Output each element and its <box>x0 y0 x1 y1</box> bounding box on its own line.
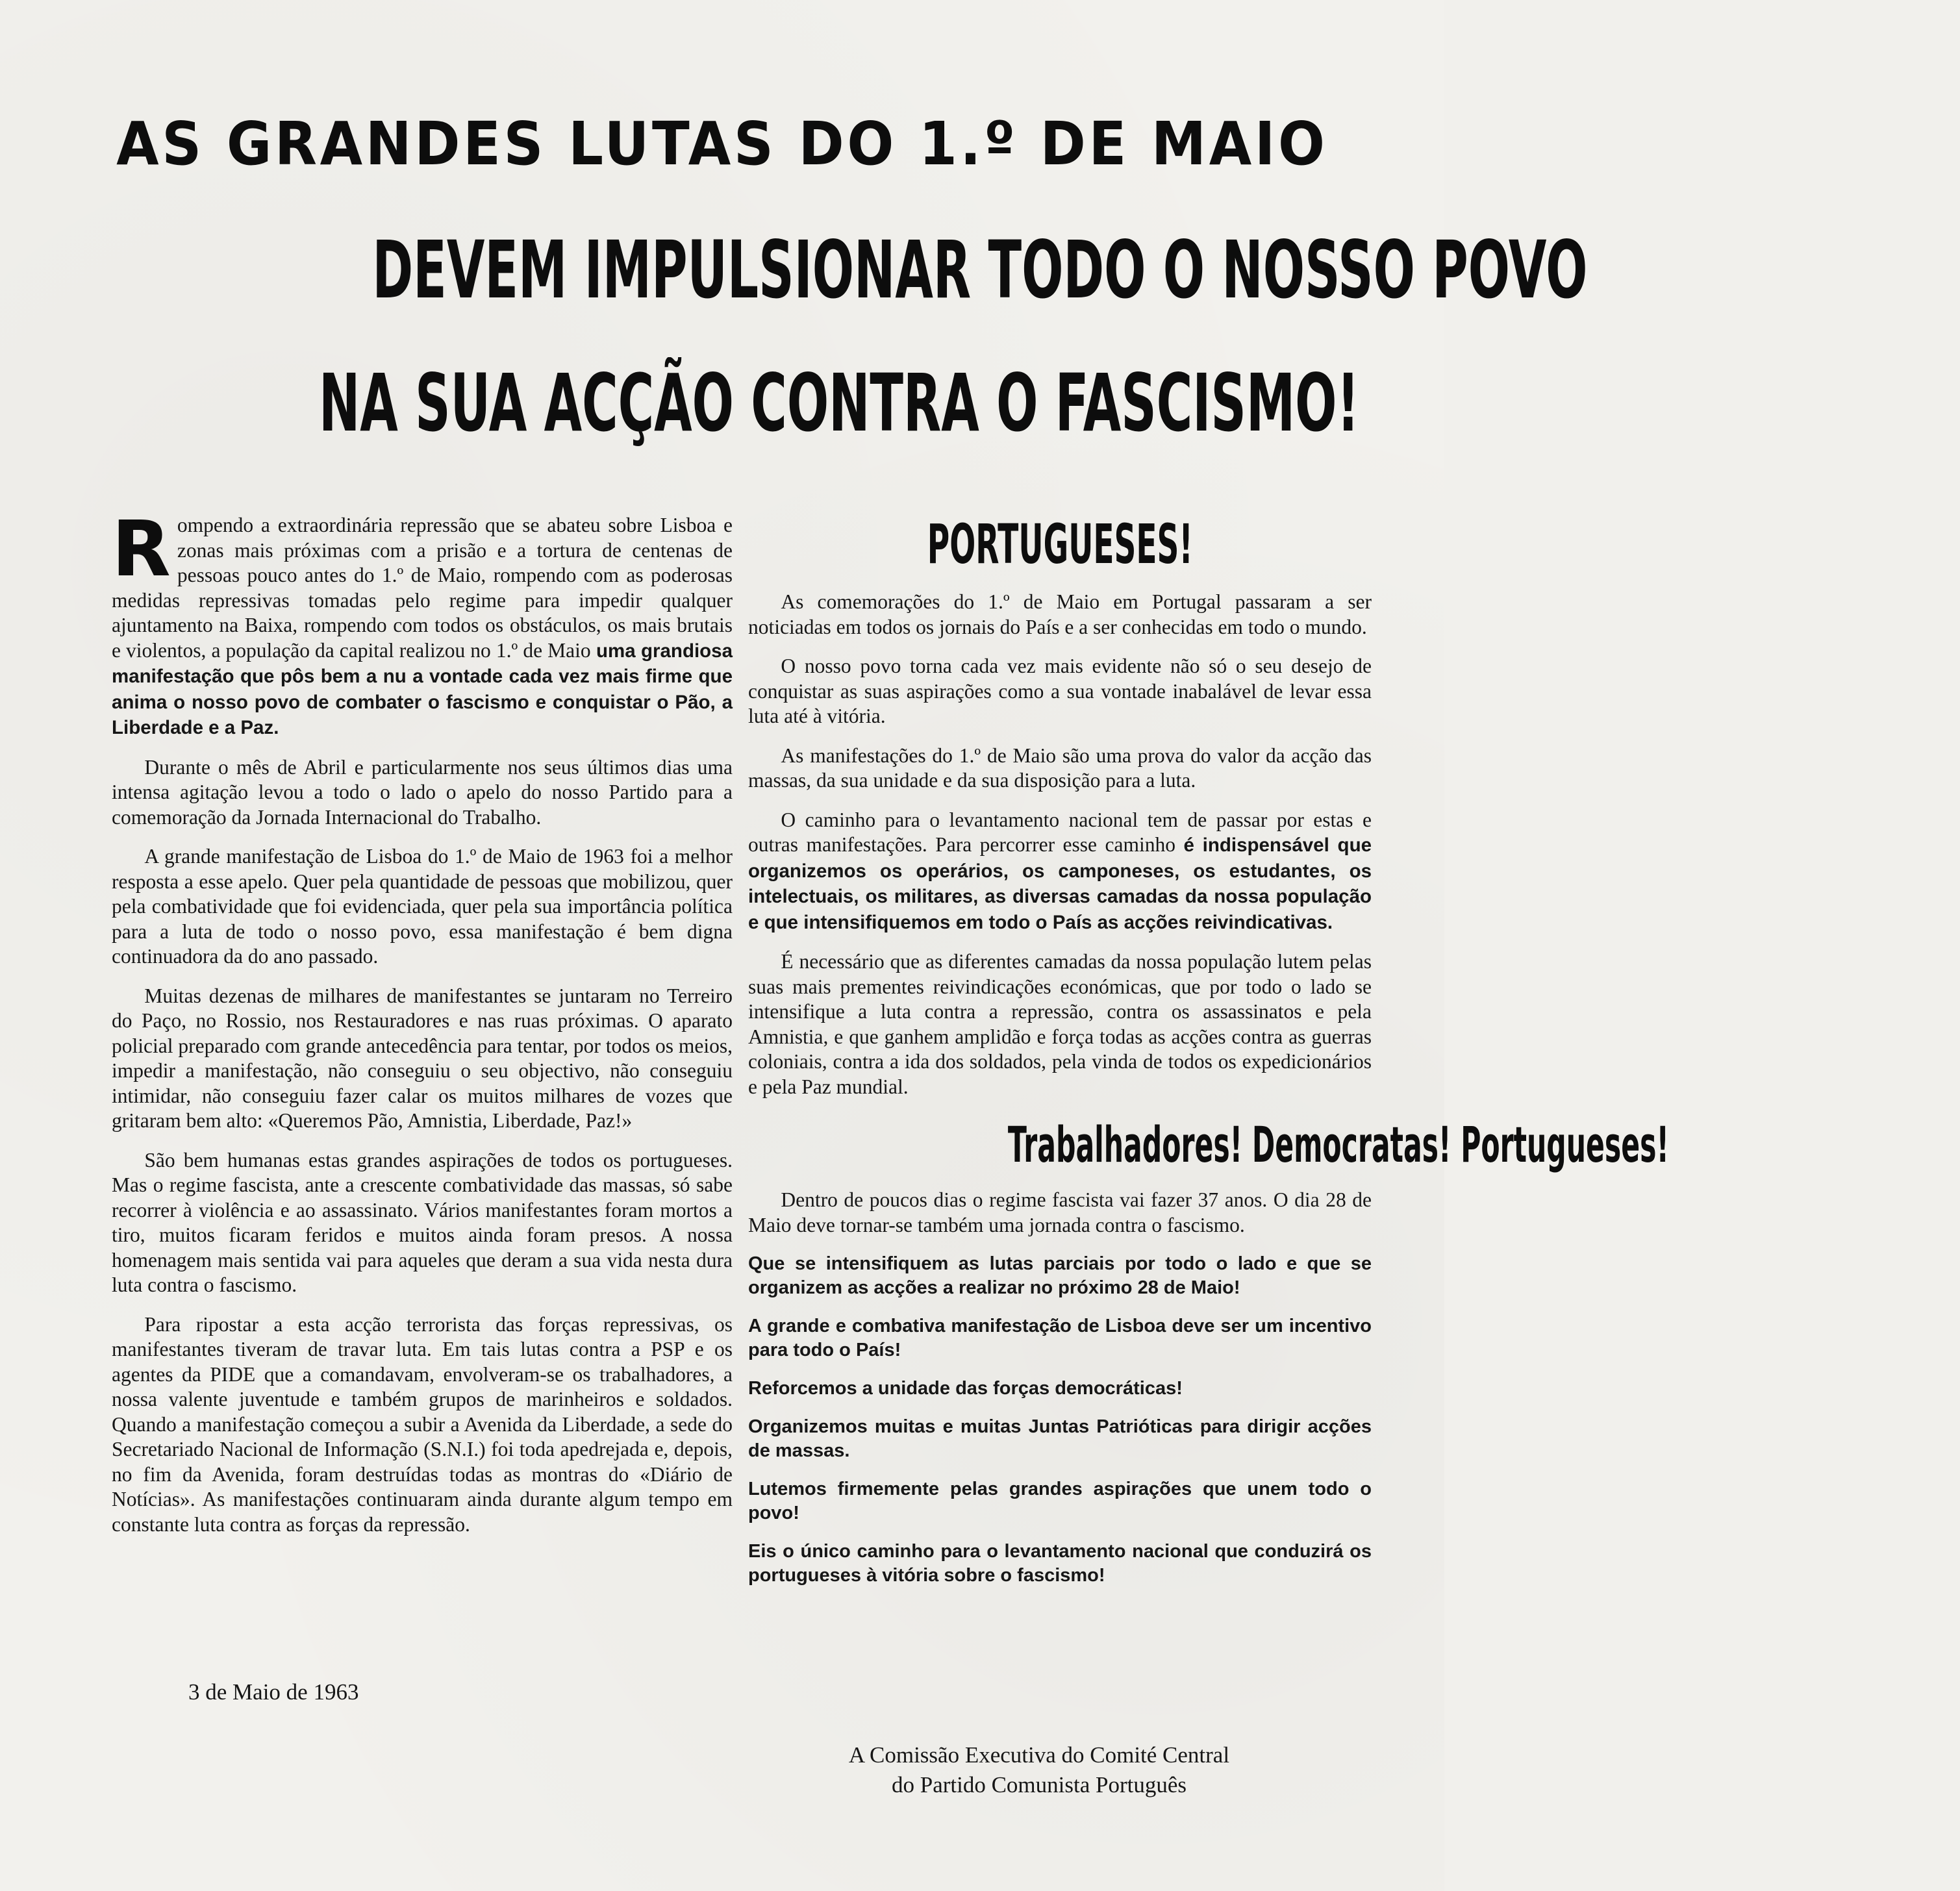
heading-portugueses <box>748 513 1372 575</box>
heading-trabalhadores <box>748 1114 1669 1176</box>
left-paragraph: A grande manifestação de Lisboa do 1.º de Maio de 1963 foi a melhor resposta a esse apelo. Quer pela quantidade de pessoas que mobilizou, quer pela combatividade que foi evidenciada, quer pela sua importância política para a luta de todo o nosso povo, essa manifestação é bem digna continuadora da do ano passado. <box>112 845 733 968</box>
signature-block <box>747 1740 1331 1800</box>
caminho-bold-text: é indispensável que organizemos os operários, os camponeses, os estudantes, os intelectuais, os militares, as diversas camadas da nossa população e que intensifiquemos em todo o País as acções reivindicativas. <box>748 834 1372 933</box>
left-paragraph: São bem humanas estas grandes aspirações de todos os portugueses. Mas o regime fascista, ante a crescente combatividade das massas, só sabe recorrer à violência e ao assassinato. Vários manifestantes foram mortos a tiro, muitos ficaram feridos e muitos ainda foram presos. A nossa homenagem mais sentida vai para aqueles que deram a sua vida nesta dura luta contra o fascismo. <box>112 1148 733 1296</box>
dropcap-letter: R <box>112 504 171 594</box>
heading-portugueses-text: PORTUGUESES! <box>927 512 1193 576</box>
right-paragraph-caminho <box>748 808 1372 936</box>
signature-line-2: do Partido Comunista Português <box>891 1772 1187 1797</box>
right-paragraph: As comemorações do 1.º de Maio em Portugal passaram a ser noticiadas em todos os jornais do País e a ser conhecidas em todo o mundo. <box>748 590 1372 638</box>
slogan: A grande e combativa manifestação de Lisboa deve ser um incentivo para todo o País! <box>748 1316 1372 1360</box>
headline-line-3-text: NA SUA ACÇÃO CONTRA O FASCISMO! <box>318 357 1359 449</box>
heading-trabalhadores-text: Trabalhadores! Democratas! Portugueses! <box>1007 1116 1669 1173</box>
headline-line-1-text: AS GRANDES LUTAS DO 1.º DE MAIO <box>116 109 1328 179</box>
right-paragraph: O nosso povo torna cada vez mais evidente não só o seu desejo de conquistar as suas aspirações como a sua vontade inabalável de levar essa luta até à vitória. <box>748 655 1372 727</box>
intro-text: ompendo a extraordinária repressão que se abateu sobre Lisboa e zonas mais próximas com a prisão e a tortura de centenas de pessoas pouco antes do 1.º de Maio, rompendo com as poderosas medidas repressivas tomadas pelo regime para impedir qualquer ajuntamento na Baixa, rompendo com todos os obstáculos, os mais brutais e violentos, a população da capital realizou no 1.º de Maio <box>112 514 733 662</box>
slogan: Que se intensifiquem as lutas parciais por todo o lado e que se organizem as acções a realizar no próximo 28 de Maio! <box>748 1253 1372 1298</box>
headline-line-2 <box>0 224 1588 316</box>
left-paragraph: Para ripostar a esta acção terrorista das forças repressivas, os manifestantes tiveram de travar luta. Em tais lutas contra a PSP e os agentes da PIDE que a comandavam, envolveram-se os trabalhadores, a nossa valente juventude e também grupos de marinheiros e soldados. Quando a manifestação começou a subir a Avenida da Liberdade, a sede do Secretariado Nacional de Informação (S.N.I.) foi toda apedrejada e, depois, no fim da Avenida, foram destruídas todas as montras do «Diário de Notícias». As manifestações continuaram ainda durante algum tempo em constante luta contra as forças da repressão. <box>112 1312 733 1536</box>
intro-paragraph <box>112 504 733 741</box>
headline-line-2-text: DEVEM IMPULSIONAR TODO O NOSSO POVO <box>372 224 1588 316</box>
document-date: 3 de Maio de 1963 <box>188 1679 359 1705</box>
slogan: Eis o único caminho para o levantamento nacional que conduzirá os portugueses à vitória sobre o fascismo! <box>748 1541 1372 1586</box>
right-column <box>748 512 1669 1602</box>
slogan: Lutemos firmemente pelas grandes aspirações que unem todo o povo! <box>748 1479 1372 1523</box>
right-paragraph: Dentro de poucos dias o regime fascista vai fazer 37 anos. O dia 28 de Maio deve tornar-se também uma jornada contra o fascismo. <box>748 1188 1372 1236</box>
intro-bold-text: uma grandiosa manifestação que pôs bem a nu a vontade cada vez mais firme que anima o nosso povo de combater o fascismo e conquistar o Pão, a Liberdade e a Paz. <box>112 640 733 738</box>
left-column <box>112 504 733 1551</box>
caminho-text: O caminho para o levantamento nacional tem de passar por estas e outras manifestações. Para percorrer esse caminho <box>748 808 1372 856</box>
signature-line-1: A Comissão Executiva do Comité Central <box>848 1742 1230 1768</box>
headline-line-1 <box>0 109 1444 179</box>
headline-line-3 <box>0 357 1444 449</box>
left-paragraph: Muitas dezenas de milhares de manifestantes se juntaram no Terreiro do Paço, no Rossio, nos Restauradores e nas ruas próximas. O aparato policial preparado com grande antecedência para tentar, por todos os meios, impedir a manifestação, não conseguiu o seu objectivo, não conseguiu intimidar, não conseguiu fazer calar os muitos milhares de vozes que gritaram bem alto: «Queremos Pão, Amnistia, Liberdade, Paz!» <box>112 984 733 1132</box>
slogan: Reforcemos a unidade das forças democráticas! <box>748 1378 1183 1399</box>
right-paragraph: As manifestações do 1.º de Maio são uma prova do valor da acção das massas, da sua unidade e da sua disposição para a luta. <box>748 744 1372 792</box>
right-paragraph: É necessário que as diferentes camadas da nossa população lutem pelas suas mais prementes reivindicações económicas, que por todo o lado se intensifique a luta contra a repressão, contra os assassinatos e pela Amnistia, e que ganhem amplidão e força todas as acções contra as guerras coloniais, contra a ida dos soldados, pela vinda de todos os expedicionários e pela Paz mundial. <box>748 950 1372 1098</box>
slogan: Organizemos muitas e muitas Juntas Patrióticas para dirigir acções de massas. <box>748 1416 1372 1461</box>
left-paragraph: Durante o mês de Abril e particularmente nos seus últimos dias uma intensa agitação levou a todo o lado o apelo do nosso Partido para a comemoração da Jornada Internacional do Trabalho. <box>112 755 733 829</box>
